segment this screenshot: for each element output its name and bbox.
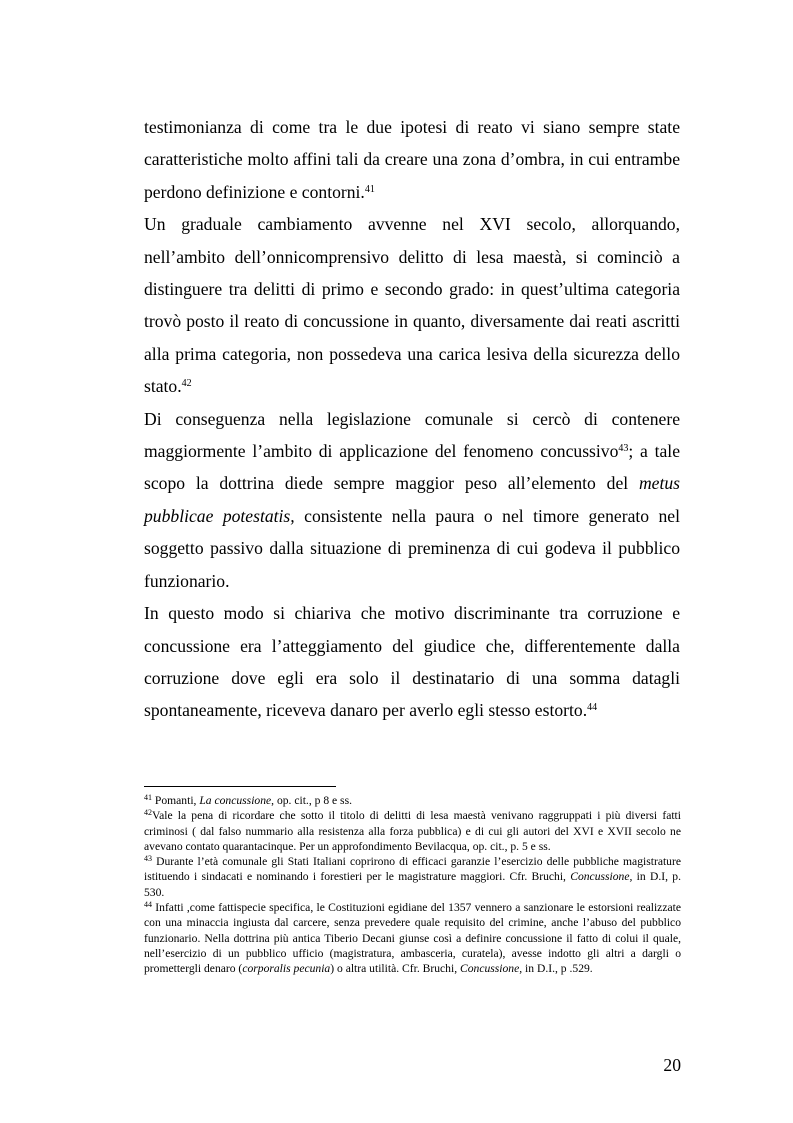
page-number: 20: [663, 1055, 681, 1075]
footnote-44: $^{44}$ Infatti ,come fattispecie specifica, le Costituzioni egidiane del 1357 vennero a sanzionare le estorsioni realizzate con una minaccia ingiusta dal carcere, senza prevedere quale requisito del crimine, anche l’abuso del pubblico funzionario. Nella dottrina più antica Tiberio Decani giunse così a definire concussione il fatto di colui il quale, nell’esercizio di un pubblico ufficio (magistratura, ambasceria, curatela), avesse indotto gli altri a dargli o promettergli denaro (corporalis pecunia) o altra utilità. Cfr. Bruchi, Concussione, in D.I., p .529.: [144, 900, 681, 976]
body-text: [144, 111, 680, 727]
footnote-ref-44: 44: [587, 702, 598, 714]
paragraph-3: Di conseguenza nella legislazione comunale si cercò di contenere maggiormente l’ambito di applicazione del fenomeno concussivo$^{43}$; a tale scopo la dottrina diede sempre maggior peso all’elemento del metus pubblicae potestatis, consistente nella paura o nel timore generato nel soggetto passivo dalla situazione di preminenza di cui godeva il pubblico funzionario.: [144, 408, 681, 591]
footnote-separator: [144, 786, 336, 787]
footnote-41: $^{41}$ Pomanti, La concussione, op. cit., p 8 e ss.: [144, 793, 352, 807]
footnote-43: $^{43}$ Durante l’età comunale gli Stati Italiani coprirono di efficaci garanzie l’esercizio delle pubbliche magistrature istituendo i sindacati e nominando i forestieri per le magistrature maggiori. Cfr. Bruchi, Concussione, in D.I, p. 530.: [144, 854, 681, 899]
footnote-42: $^{42}$Vale la pena di ricordare che sotto il titolo di delitti di lesa maestà venivano raggruppati i più diversi fatti criminosi ( dal falso nummario alla resistenza alla forza pubblica) e di cui gli autori del XVI e XVII secolo ne avevano contato quarantacinque. Per un approfondimento Bevilacqua, op. cit., p. 5 e ss.: [144, 808, 681, 853]
footnotes: [144, 793, 681, 977]
italic-term: metus pubblicae potestatis,: [144, 473, 680, 526]
paragraph-1: testimonianza di come tra le due ipotesi di reato vi siano sempre state caratteristiche molto affini tali da creare una zona d’ombra, in cui entrambe perdono definizione e contorni.$^{41}$: [144, 117, 680, 202]
paragraph-2: Un graduale cambiamento avvenne nel XVI secolo, allorquando, nell’ambito dell’onnicomprensivo delitto di lesa maestà, si cominciò a distinguere tra delitti di primo e secondo grado: in quest’ultima categoria trovò posto il reato di concussione in quanto, diversamente dai reati ascritti alla prima categoria, non possedeva una carica lesiva della sicurezza dello stato.$^{42}$: [144, 214, 680, 397]
footnote-ref-42: 42: [181, 378, 192, 390]
paragraph-4: In questo modo si chiariva che motivo discriminante tra corruzione e concussione era l’atteggiamento del giudice che, differentemente dalla corruzione dove egli era solo il destinatario di una somma datagli spontaneamente, riceveva danaro per averlo egli stesso estorto.$^{44}$: [144, 603, 680, 721]
footnote-ref-41: 41: [364, 183, 375, 195]
footnote-ref-43: 43: [618, 443, 629, 455]
